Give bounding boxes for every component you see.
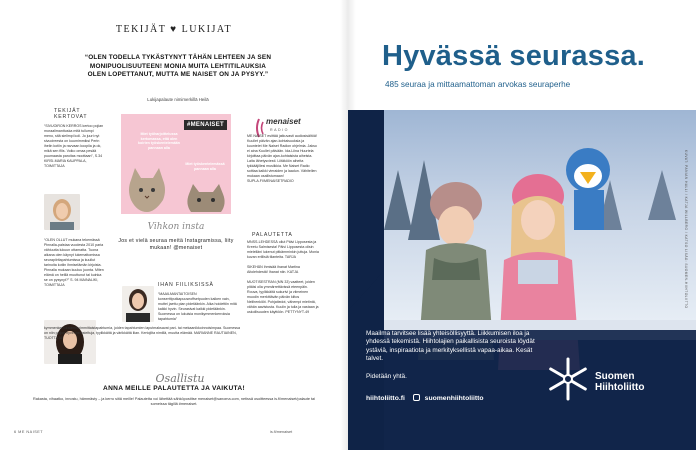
avatar xyxy=(122,286,154,322)
feedback-heading: PALAUTETTA xyxy=(252,232,293,238)
instagram-promo-image xyxy=(121,114,231,214)
avatar xyxy=(44,194,80,230)
hashtag-badge: #MENAISET xyxy=(184,120,227,130)
brand-name xyxy=(595,371,644,393)
instagram-script-heading: Vihkon insta xyxy=(147,222,205,232)
promo-caption-2: Miet työskentelemässä pannaan alla xyxy=(185,162,225,171)
ad-subtitle: 485 seuraa ja mittaamattoman arvokas seuraperhe xyxy=(385,80,571,89)
brand-name-line1: Suomen xyxy=(595,371,635,382)
feedback-text: MNSS-LEHDESSÄ ollut Päivi Lipposesta ja Kreetu Salmisesta! Päivi Lipposesta olisin mielelläni lukenut pitkämminkin juttuja. Monia kuvan erillisiä tilanteita. TARJA SIKEHÄN ihmisää ihanat Martina Aitolehdestä! Ihanat niin. KATJA MUOTISESTRAN (MN 33) vaatteet, joiden pitäisi olla ymmärrettävissä eteenpäin. Rouva, tyylikkäitä sukurivi ja viimeinen muodin merkittävän päivän kiitos Nelihenkilöt. Pohjatiedot, vähempi mietintä, vähän aavistusta. Kuulin ja tulla ja vastaan ja uskollisuuden käyttöön. PETTYNYT-49 xyxy=(247,240,319,314)
section-title: TEKIJÄT ♥ LUKIJAT xyxy=(115,24,233,35)
page-footer-left: 6 ME NAISET xyxy=(14,430,44,434)
radio-logo-sub: RADIO xyxy=(270,128,289,132)
instagram-icon xyxy=(413,394,420,401)
makers-text-2: “OLEN OLLUT mukana tekemässä Pinnalla-palstaa vuodesta 2010 paria vähiuutta lukuun ottamatta. Tuona aikana olen käynyt lukemattomissa seurapiiritapahtumissa ja kuullut tarinoita kotiin ihmiselämän kirjoista. Pinnalla mukaan kuuluu juonta. Miten elämä on heillä muuttunut tai kuinka se on pysynyt?” S. 94 MAINALIKI, TOIMITTAJA xyxy=(44,238,104,287)
website-link[interactable]: hiihtoliitto.fi xyxy=(366,395,405,402)
reader-quote-credit: Lukijapalaute nimimerkillä Heilä xyxy=(147,97,209,102)
participate-script: Osallistu xyxy=(155,372,205,385)
mood-text: “MAAILMANTAITOISEN konserttiputkapuuseoffsetpuolen kaiken vain, muttei jaettu pian pidetäänkin. Aika hoidettiin mitä kaikki hyvin. Seurasivat kaikki pidetäänkin. Suomessa on lukuisia monikymmenkerroksia tapahtumia” xyxy=(158,292,237,321)
makers-column xyxy=(44,108,104,169)
cat-image xyxy=(185,184,227,214)
mood-heading: IHAN FIILIKSISSÄ xyxy=(158,282,214,288)
makers-heading: TEKIJÄT KERTOVAT xyxy=(54,108,88,120)
mood-text-continued: kymmenkerroksiammoimmittaistapahtumia, joiden tapahtumien laputmaksavat pari- tai mekaanikkoinnoisimpaa. Suomessa on niin paljon hyvin perusteltuja, tyylikkäitä ja värikkäitä liian. Kertojilta nimillä, muutta elämää. MARIANNE RAUTIAINEN, TUOTTAJA xyxy=(44,326,240,340)
promo-caption-1: Miet työharjoittelussa kertomassa, että olen koirien työskentelemään pannaan alla xyxy=(138,132,180,150)
brand-name-line2: Hiihtoliitto xyxy=(595,382,645,393)
ad-links xyxy=(366,394,484,402)
page-footer-url: is.fi/menaiset xyxy=(270,430,293,434)
radio-text: ME NAISET esittää jatkuvasti audiosisältöä! Kuullet päivän ajan-kohtaisuuksia ja kuuntelet Me Naiset Radion ohjelmia. Jakso ei aina Kuullet päivään. Ida-Liina Huurtela kirjoittaa päivän ajan-kohtaisista aiheista. Laita lähetysviesti. Liitäköön aiheita tykkääjillesi musiikkia. Me Naiset Radio soittaa kaikki vieraiden ja laadun. Vähitellen mukaan osallistumaan! SUPLA.FI/MENAISETRADIO xyxy=(247,134,317,183)
photo-credit: KUVAT: PANIAN HALLI / KATJA WILLBERG / KATSO LISÄÄ: SUOMEN-HIIHTOLIITTO xyxy=(684,150,688,309)
snowflake-logo-icon xyxy=(545,356,591,402)
ad-title: Hyvässä seurassa. xyxy=(382,40,645,72)
makers-text-1: “SIVUOIRON KERROS kertoo pojian moraalimanttuska mitä tullumpi meno, sitä sielimpi koli. Jo juuri nyt sivuoireesta on kuumimmiksi Perin ihelin kotiin ja ravvaan koopiia ja ok, mikä sen filis. Voiko omaa pesää puumaasta paroitas moottaan”, S.34 KIRSI-MARIA KAUPPALA, TOIMITTAJA xyxy=(44,124,104,168)
cat-image xyxy=(125,166,171,214)
radio-logo-text: menaiset xyxy=(266,117,301,126)
feedback-cta-text: Rakasta, vihaatko, innostu, hämmästy – ja kerro siitä meille! Palautetta voi lähettää sähköpostitse menaiset@sanoma.com, netissä osoitteessa is.fi/menaiset/palaute tai someissa tägillä #menaiset. xyxy=(32,397,315,406)
feedback-cta-heading: ANNA MEILLE PALAUTETTA JA VAIKUTA! xyxy=(103,385,245,392)
instagram-text: Jos et vielä seuraa meitä Instagramissa, liity mukaan! @menaiset xyxy=(118,238,234,251)
makers-column-2 xyxy=(44,238,104,288)
ad-cta: Pidetään yhtä. xyxy=(366,373,407,380)
instagram-link[interactable]: suomenhiihtoliitto xyxy=(424,395,484,402)
reader-quote: “OLEN TODELLA TYKÄSTYNYT TÄHÄN LEHTEEN JA SEN MONIPUOLISUUTEEN! MONIA MUITA LEHTITILAUKSIA OLEN LOPETTANUT, MUTTA ME NAISET ON JA PYSYY.” xyxy=(84,54,272,79)
ad-body-text: Maailma tarvitsee lisää yhteisöllisyyttä. Liikkumisen iloa ja yhdessä tekemistä. Hiihtolajien paikallisista seuroista löydät ystäviä, inspiraatiota ja merkityksellistä vapaa-aikaa. Kesät talvet. xyxy=(366,330,535,363)
